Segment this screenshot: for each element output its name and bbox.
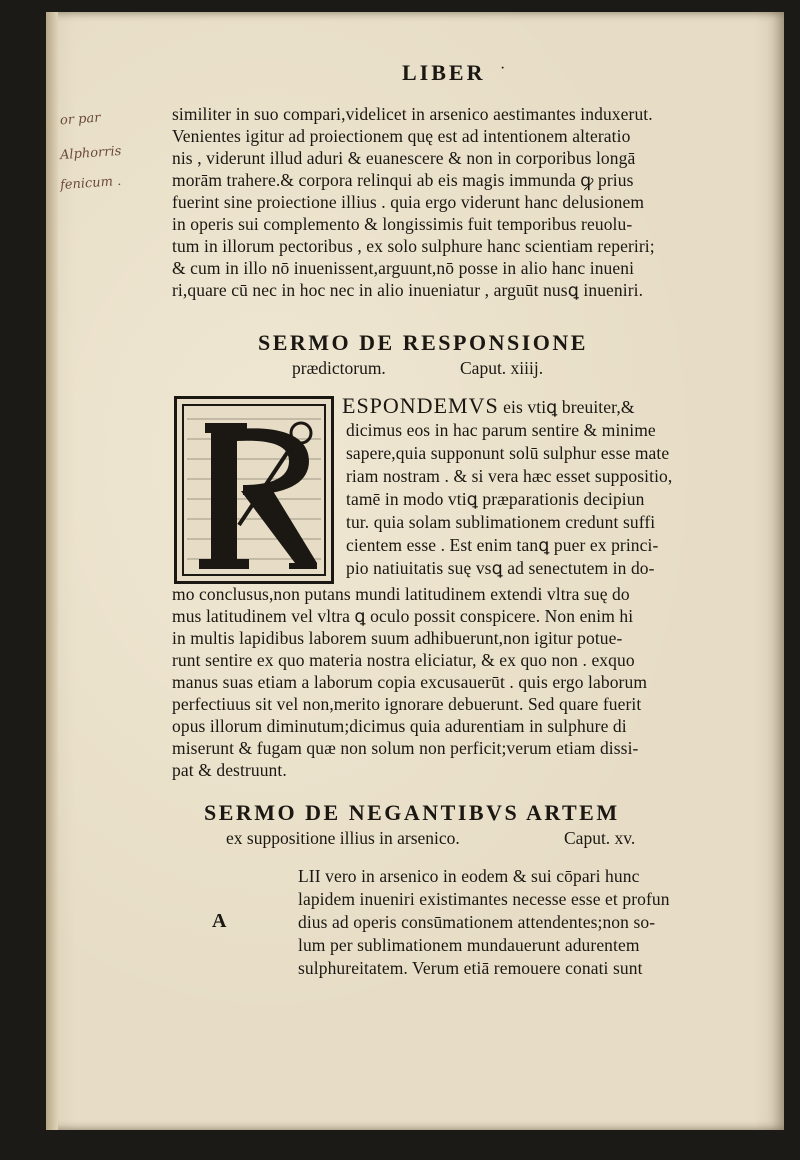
initial-r-icon [177, 399, 331, 581]
text-line: runt sentire ex quo materia nostra eliciatur, & ex quo non . exquo [172, 650, 635, 670]
text-line: perfectiuus sit vel non,merito ignorare debuerunt. Sed quare fuerit [172, 694, 642, 714]
text-line: pio natiuitatis suę vsꝗ ad senectutem in do- [346, 558, 655, 578]
text-line: riam nostram . & si vera hæc esset suppositio, [346, 466, 673, 486]
text-line: tamē in modo vtiꝗ præparationis decipiun [346, 489, 645, 509]
text-line: in operis sui complemento & longissimis fuit temporibus reuolu- [172, 214, 633, 234]
text-line [342, 393, 635, 418]
text-line: sulphureitatem. Verum etiā remouere conati sunt [298, 958, 643, 978]
text-line: cientem esse . Est enim tanꝗ puer ex princi- [346, 535, 659, 555]
text-line: sapere,quia supponunt solū sulphur esse mate [346, 443, 670, 463]
text-line: tur. quia solam sublimationem credunt suffi [346, 512, 656, 532]
text-line: lapidem inueniri existimantes necesse esse et profun [298, 889, 670, 909]
text-line: mo conclusus,non putans mundi latitudinem extendi vltra suę do [172, 584, 630, 604]
section-subtitle: ex suppositione illius in arsenico. [226, 828, 460, 848]
margin-note: or par [59, 110, 101, 129]
text-line: dius ad operis consūmationem attendentes;non so- [298, 912, 656, 932]
section-subtitle: prædictorum. [292, 358, 386, 378]
running-header: LIBER [402, 60, 486, 85]
section-heading: SERMO DE NEGANTIBVS ARTEM [204, 800, 620, 825]
opening-word: ESPONDEMVS [342, 393, 499, 418]
chapter-number: Caput. xv. [564, 828, 636, 848]
text-line: LII vero in arsenico in eodem & sui cōpari hunc [298, 866, 640, 886]
decorated-initial [174, 396, 334, 584]
chapter-number: Caput. xiiij. [460, 358, 544, 378]
margin-note: fenicum . [59, 173, 122, 194]
text-line: tum in illorum pectoribus , ex solo sulphure hanc scientiam reperiri; [172, 236, 655, 256]
text-line: in multis lapidibus laborem suum adhibuerunt,non igitur potue- [172, 628, 623, 648]
text-line: fuerint sine proiectione illius . quia ergo viderunt hanc delusionem [172, 192, 645, 212]
text-line: Venientes igitur ad proiectionem quę est ad intentionem alteratio [172, 126, 631, 146]
text-line: opus illorum diminutum;dicimus quia adurentiam in sulphure di [172, 716, 627, 736]
text-line: similiter in suo compari,videlicet in arsenico aestimantes induxerut. [172, 104, 653, 124]
text-line: miserunt & fugam quæ non solum non perficit;verum etiam dissi- [172, 738, 639, 758]
text-line-rest: eis vtiꝗ breuiter,& [498, 397, 635, 417]
text-line: manus suas etiam a laborum copia excusauerūt . quis ergo laborum [172, 672, 648, 692]
text-line: nis , viderunt illud aduri & euanescere & non in corporibus longā [172, 148, 636, 168]
page-gutter [46, 12, 58, 1130]
text-line: pat & destruunt. [172, 760, 287, 780]
text-line: & cum in illo nō inuenissent,arguunt,nō posse in alio hanc inueni [172, 258, 635, 278]
marginal-letter: A [212, 910, 227, 932]
margin-note: Alphorris [59, 143, 122, 164]
text-line: morām trahere.& corpora relinqui ab eis magis immunda ꝙ prius [172, 170, 634, 190]
section-heading: SERMO DE RESPONSIONE [258, 330, 588, 355]
header-mark: · [500, 60, 506, 77]
text-line: ri,quare cū nec in hoc nec in alio inueniatur , arguūt nusꝗ inueniri. [172, 280, 644, 300]
text-line: lum per sublimationem mundauerunt adurentem [298, 935, 640, 955]
text-line: dicimus eos in hac parum sentire & minime [346, 420, 656, 440]
text-line: mus latitudinem vel vltra ꝗ oculo possit conspicere. Non enim hi [172, 606, 634, 626]
